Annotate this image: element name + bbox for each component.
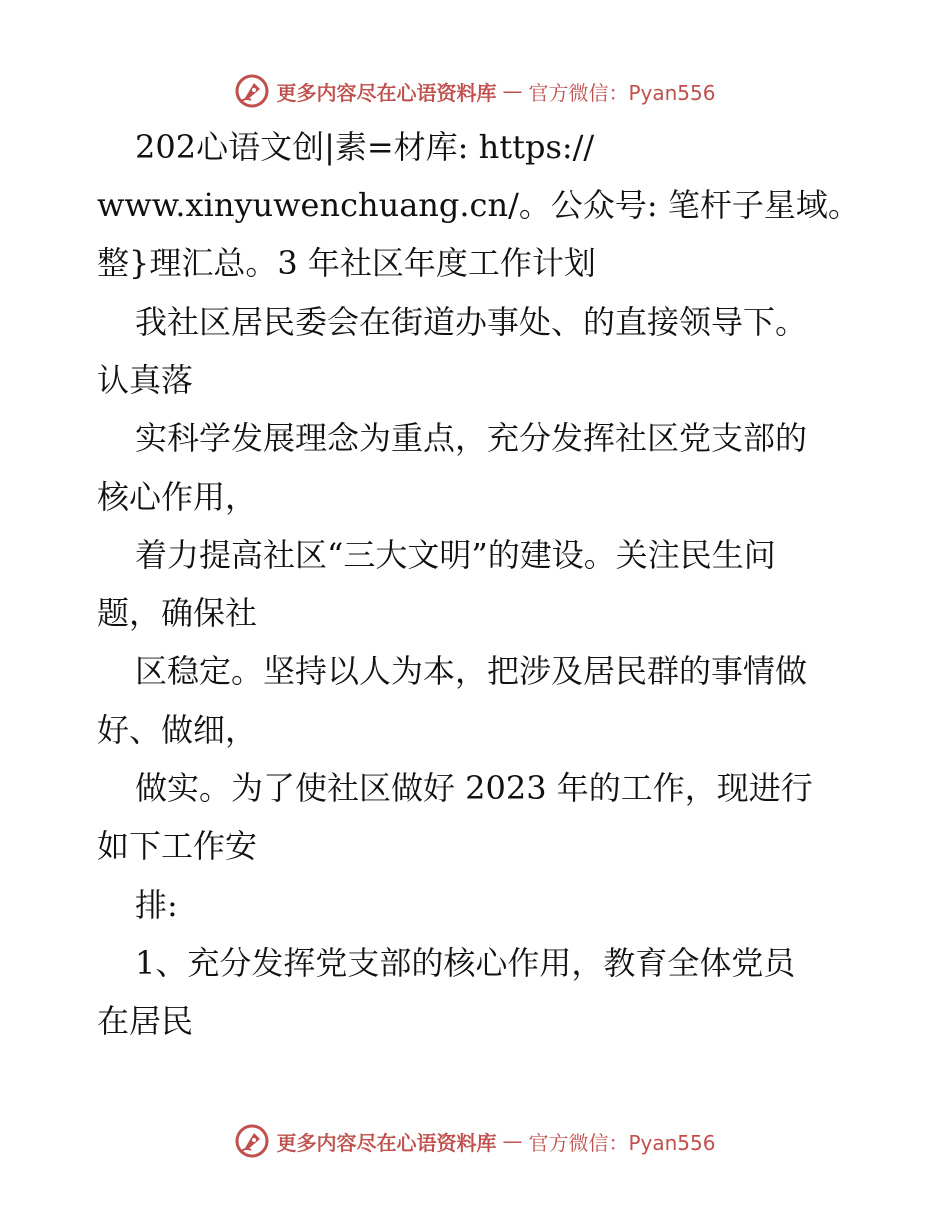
banner-main-text: 更多内容尽在心语资料库 — [276, 80, 497, 105]
banner-contact-text: 官方微信：Pyan556 — [528, 80, 716, 105]
document-line: 做实。为了使社区做好 2023 年的工作，现进行 — [135, 769, 813, 807]
header-banner — [0, 71, 950, 111]
document-line: 题，确保社 — [97, 594, 258, 632]
document-line: 在居民 — [97, 1002, 194, 1040]
document-line: 实科学发展理念为重点，充分发挥社区党支部的 — [135, 419, 808, 457]
document-line: 好、做细， — [97, 711, 258, 749]
document-line: 排: — [135, 886, 178, 924]
document-line: 我社区居民委会在街道办事处、的直接领导下。 — [135, 303, 808, 341]
document-line: 核心作用， — [97, 478, 258, 516]
banner-contact-text: 官方微信：Pyan556 — [528, 1130, 716, 1155]
document-line: 202心语文创|素=材库: https:// — [135, 128, 595, 166]
banner-main-text: 更多内容尽在心语资料库 — [276, 1130, 497, 1155]
document-line: 认真落 — [97, 361, 194, 399]
document-line: 整}理汇总。3 年社区年度工作计划 — [97, 244, 596, 282]
document-line: www.xinyuwenchuang.cn/。公众号: 笔杆子星域。 — [97, 186, 860, 224]
pen-nib-logo-icon — [234, 73, 270, 109]
banner-separator: — — [502, 79, 523, 103]
document-line: 如下工作安 — [97, 827, 258, 865]
pen-nib-logo-icon — [234, 1123, 270, 1159]
document-line: 区稳定。坚持以人为本，把涉及居民群的事情做 — [135, 652, 808, 690]
document-line: 着力提高社区“三大文明”的建设。关注民生问 — [135, 536, 776, 574]
banner-separator: — — [502, 1129, 523, 1153]
document-line: 1、充分发挥党支部的核心作用，教育全体党员 — [135, 944, 796, 982]
footer-banner — [0, 1121, 950, 1161]
